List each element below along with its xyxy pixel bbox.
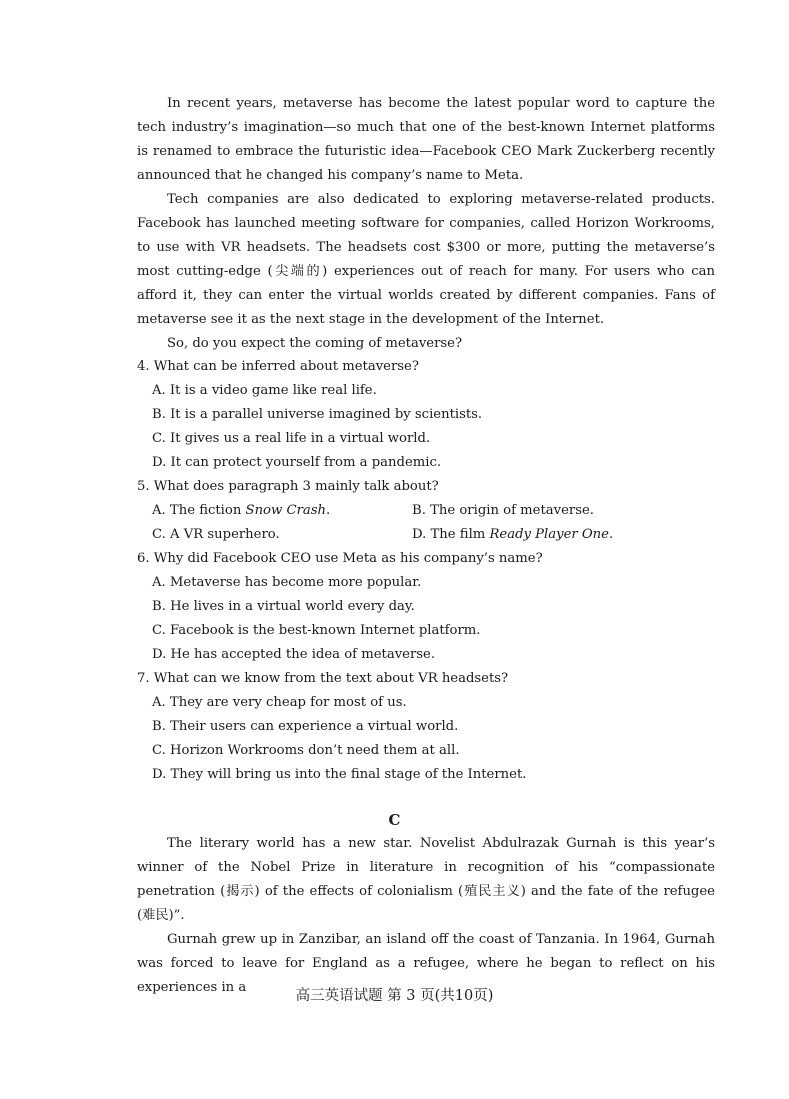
option-punct: . [326,503,331,518]
paragraph: Tech companies are also dedicated to exploring metaverse-related products. Facebook has launched meeting software for companies, called Horizon Workrooms, to use with VR headsets. The headsets cost $300 or more, putting the metaverse’s most cutting-edge (尖端的) experiences out of reach for many. For users who can afford it, they can enter the virtual worlds created by different companies. Fans of metaverse see it as the next stage in the development of the Internet. [137,192,715,327]
question-4-option-a: A. It is a video game like real life. [152,383,377,398]
question-4-option-d: D. It can protect yourself from a pandemic. [152,455,442,470]
passage-c-text [137,832,715,1000]
question-6-stem: 6. Why did Facebook CEO use Meta as his company’s name? [137,551,543,566]
paragraph: Gurnah grew up in Zanzibar, an island off the coast of Tanzania. In 1964, Gurnah was forced to leave for England as a refugee, where he began to reflect on his experiences in a [137,932,715,995]
question-4-option-c: C. It gives us a real life in a virtual world. [152,431,431,446]
paragraph: In recent years, metaverse has become the latest popular word to capture the tech industry’s imagination—so much that one of the best-known Internet platforms is renamed to embrace the futuristic idea—Facebook CEO Mark Zuckerberg recently announced that he changed his company’s name to Meta. [137,96,715,183]
question-5-stem: 5. What does paragraph 3 mainly talk about? [137,479,439,494]
question-5-option-c: C. A VR superhero. [152,527,280,542]
passage-b-text [137,92,715,356]
question-6-option-d: D. He has accepted the idea of metaverse. [152,647,436,662]
question-6-option-c: C. Facebook is the best-known Internet platform. [152,623,481,638]
question-5-option-d [412,523,613,547]
section-heading: C [388,811,401,829]
question-6-option-a: A. Metaverse has become more popular. [152,575,422,590]
paragraph: So, do you expect the coming of metaverse? [167,336,463,351]
question-7-option-c: C. Horizon Workrooms don’t need them at all. [152,743,460,758]
paragraph: The literary world has a new star. Novelist Abdulrazak Gurnah is this year’s winner of the Nobel Prize in literature in recognition of his “compassionate penetration (揭示) of the effects of colonialism (殖民主义) and the fate of the refugee (难民)”. [137,836,715,923]
question-7-option-b: B. Their users can experience a virtual world. [152,719,459,734]
question-4-stem: 4. What can be inferred about metaverse? [137,359,419,374]
question-5-option-b: B. The origin of metaverse. [412,503,594,518]
question-4-option-b: B. It is a parallel universe imagined by scientists. [152,407,483,422]
option-punct: . [608,527,614,542]
question-6-option-b: B. He lives in a virtual world every day. [152,599,415,614]
question-7-option-a: A. They are very cheap for most of us. [152,695,407,710]
film-title: Ready Player One [489,527,609,542]
option-text: A. The fiction [152,503,246,518]
page-footer: 高三英语试题 第 3 页(共10页) [295,988,494,1004]
book-title: Snow Crash [245,503,326,518]
option-text: D. The film [412,527,490,542]
question-5-option-a [152,499,330,523]
question-7-option-d: D. They will bring us into the final stage of the Internet. [152,767,527,782]
question-7-stem: 7. What can we know from the text about VR headsets? [137,671,509,686]
